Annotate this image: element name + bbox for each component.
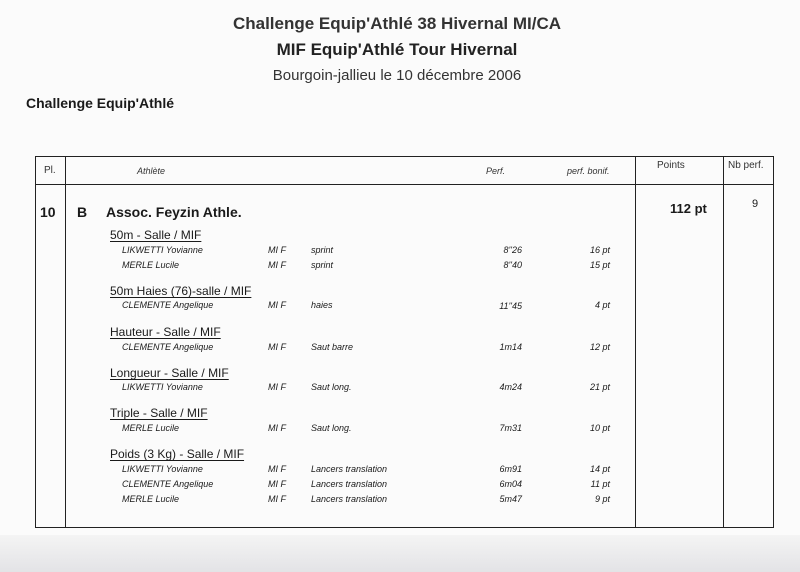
bonus-points: 15 pt bbox=[589, 260, 610, 270]
athlete-category: MI F bbox=[268, 245, 286, 255]
team-letter: B bbox=[77, 204, 88, 220]
bonus-points: 9 pt bbox=[594, 494, 610, 504]
team-rank: 10 bbox=[40, 204, 56, 220]
performance: 8''40 bbox=[503, 260, 522, 270]
performance: 7m31 bbox=[499, 423, 522, 433]
col-divider bbox=[65, 157, 66, 527]
performance: 6m91 bbox=[499, 464, 522, 474]
performance: 1m14 bbox=[499, 342, 522, 352]
athlete-category: MI F bbox=[268, 260, 286, 270]
athlete-name: CLEMENTE Angelique bbox=[122, 342, 214, 352]
scan-edge-shadow bbox=[0, 535, 800, 572]
bonus-points: 11 pt bbox=[590, 479, 610, 489]
doc-title: Challenge Equip'Athlé 38 Hivernal MI/CA bbox=[232, 14, 562, 33]
athlete-category: MI F bbox=[268, 342, 286, 352]
doc-subtitle: MIF Equip'Athlé Tour Hivernal bbox=[276, 40, 518, 59]
discipline: haies bbox=[311, 300, 333, 310]
header-divider bbox=[36, 184, 773, 185]
discipline: sprint bbox=[311, 245, 334, 255]
performance: 4m24 bbox=[499, 382, 522, 392]
event-title: Triple - Salle / MIF bbox=[110, 406, 208, 420]
performance: 6m04 bbox=[499, 479, 522, 489]
event-title: 50m - Salle / MIF bbox=[110, 228, 202, 242]
bonus-points: 10 pt bbox=[589, 423, 610, 433]
event-title: Longueur - Salle / MIF bbox=[110, 366, 229, 380]
team-nb-perf: 9 bbox=[752, 198, 759, 210]
doc-place-date: Bourgoin-jallieu le 10 décembre 2006 bbox=[272, 67, 522, 84]
athlete-name: CLEMENTE Angelique bbox=[122, 479, 214, 489]
discipline: Saut barre bbox=[311, 342, 354, 352]
col-header-points: Points bbox=[657, 160, 685, 171]
athlete-name: CLEMENTE Angelique bbox=[122, 300, 214, 310]
col-header-perf-bonif: perf. bonif. bbox=[567, 166, 610, 176]
results-table bbox=[35, 156, 774, 528]
athlete-name: LIKWETTI Yovianne bbox=[122, 245, 203, 255]
bonus-points: 21 pt bbox=[589, 382, 610, 392]
athlete-category: MI F bbox=[268, 479, 286, 489]
event-title: 50m Haies (76)-salle / MIF bbox=[110, 284, 252, 298]
discipline: Saut long. bbox=[311, 382, 352, 392]
event-title: Hauteur - Salle / MIF bbox=[110, 325, 221, 339]
discipline: Lancers translation bbox=[311, 494, 388, 504]
discipline: Lancers translation bbox=[311, 479, 388, 489]
event-title: Poids (3 Kg) - Salle / MIF bbox=[110, 447, 245, 461]
discipline: Lancers translation bbox=[311, 464, 388, 474]
col-header-nb-perf: Nb perf. bbox=[728, 160, 764, 171]
col-header-pl: Pl. bbox=[44, 165, 56, 176]
col-divider bbox=[635, 157, 636, 527]
bonus-points: 16 pt bbox=[589, 245, 610, 255]
athlete-name: MERLE Lucile bbox=[122, 494, 180, 504]
bonus-points: 14 pt bbox=[589, 464, 610, 474]
performance: 8''26 bbox=[503, 245, 522, 255]
col-header-perf: Perf. bbox=[486, 166, 506, 176]
section-title: Challenge Equip'Athlé bbox=[26, 95, 175, 111]
team-points: 112 pt bbox=[670, 201, 707, 216]
bonus-points: 12 pt bbox=[589, 342, 610, 352]
col-divider bbox=[723, 157, 724, 527]
athlete-name: MERLE Lucile bbox=[122, 260, 180, 270]
athlete-category: MI F bbox=[268, 382, 286, 392]
athlete-name: LIKWETTI Yovianne bbox=[122, 464, 203, 474]
performance: 11''45 bbox=[499, 301, 522, 311]
athlete-name: MERLE Lucile bbox=[122, 423, 180, 433]
col-header-athlete: Athlète bbox=[137, 166, 166, 176]
performance: 5m47 bbox=[499, 494, 522, 504]
athlete-category: MI F bbox=[268, 300, 286, 310]
discipline: sprint bbox=[311, 260, 334, 270]
athlete-category: MI F bbox=[268, 464, 286, 474]
team-name: Assoc. Feyzin Athle. bbox=[106, 204, 242, 220]
athlete-category: MI F bbox=[268, 423, 286, 433]
athlete-name: LIKWETTI Yovianne bbox=[122, 382, 203, 392]
discipline: Saut long. bbox=[311, 423, 352, 433]
bonus-points: 4 pt bbox=[594, 300, 610, 310]
athlete-category: MI F bbox=[268, 494, 286, 504]
